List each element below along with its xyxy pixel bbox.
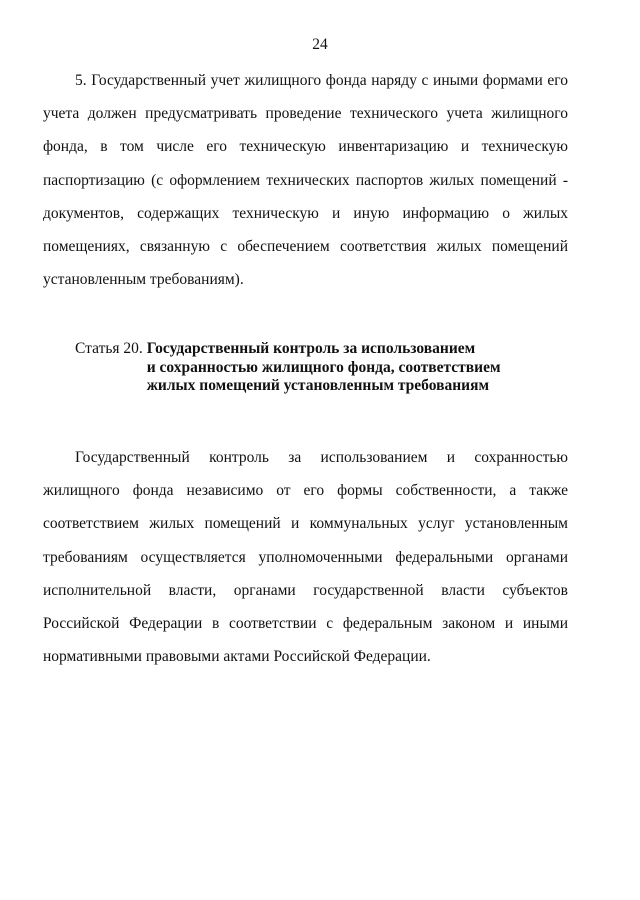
article-title-line-3: жилых помещений установленным требованиям: [146, 377, 490, 394]
page-number: 24: [312, 36, 328, 53]
article-heading: [75, 340, 575, 396]
article-heading-row-2: [75, 359, 575, 378]
article-heading-row-3: [75, 377, 575, 396]
paragraph-state-control: Государственный контроль за использованием и сохранностью жилищного фонда независимо от его формы собственности, а также соответствием жилых помещений и коммунальных услуг установленным требованиям осуществляется уполномоченными федеральными органами исполнительной власти, органами государственной власти субъектов Российской Федерации в соответствии с федеральным законом и иными нормативными правовыми актами Российской Федерации.: [43, 449, 568, 666]
article-heading-row-1: [75, 340, 575, 359]
article-label: Статья 20.: [75, 340, 147, 357]
paragraph-state-housing-accounting: 5. Государственный учет жилищного фонда наряду с иными формами его учета должен предусматривать проведение технического учета жилищного фонда, в том числе его техническую инвентаризацию и техническую паспортизацию (с оформлением технических паспортов жилых помещений - документов, содержащих техническую и иную информацию о жилых помещениях, связанную с обеспечением соответствия жилых помещений установленным требованиям).: [43, 72, 568, 289]
article-title-line-2: и сохранностью жилищного фонда, соответствием: [146, 358, 501, 376]
article-title-line-1: Государственный контроль за использованием: [146, 340, 476, 357]
